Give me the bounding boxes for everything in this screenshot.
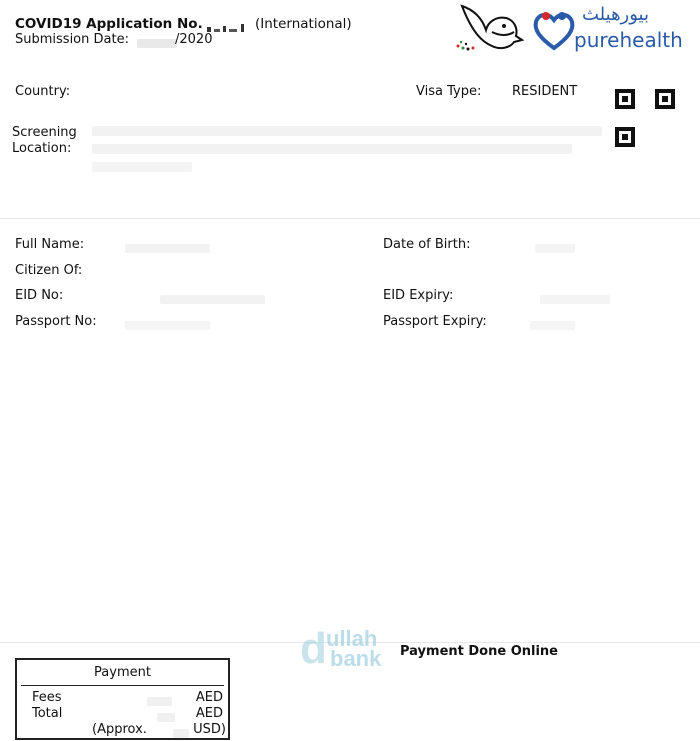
qr-code-icon	[615, 127, 635, 147]
application-type: (International)	[255, 16, 352, 32]
submission-date-redacted	[137, 36, 177, 51]
payment-box	[15, 658, 230, 740]
submission-date-year: /2020	[175, 32, 213, 47]
approx-currency: USD)	[193, 722, 226, 737]
total-amount-redacted	[157, 710, 175, 725]
screening-location-label: Screening Location:	[12, 125, 77, 156]
passport-number-label: Passport No:	[15, 314, 97, 329]
total-label: Total	[32, 706, 63, 721]
eid-number-redacted	[160, 292, 265, 307]
approx-amount-redacted	[173, 726, 189, 741]
watermark-line1: ullah	[326, 626, 378, 651]
watermark-line2: bank	[330, 646, 382, 671]
total-currency: AED	[195, 706, 223, 721]
eid-expiry-redacted	[540, 292, 610, 307]
approx-label: (Approx.	[92, 722, 147, 737]
full-name-redacted	[125, 241, 210, 256]
passport-number-redacted	[125, 318, 210, 333]
redaction-marks	[205, 21, 250, 33]
screening-location-redacted	[92, 126, 602, 172]
qr-code-icon	[615, 89, 635, 109]
application-number-label: COVID19 Application No.	[15, 16, 203, 32]
watermark-letter: d	[300, 624, 327, 673]
passport-expiry-redacted	[530, 318, 575, 333]
payment-title-divider	[21, 685, 224, 686]
full-name-label: Full Name:	[15, 237, 85, 252]
purehealth-heart-icon	[532, 8, 576, 52]
purehealth-arabic: بيورهيلث	[582, 4, 649, 25]
eid-expiry-label: EID Expiry:	[383, 288, 454, 303]
payment-title: Payment	[94, 665, 151, 680]
date-of-birth-label: Date of Birth:	[383, 237, 471, 252]
qr-code-icon	[655, 89, 675, 109]
date-of-birth-redacted	[535, 241, 575, 256]
passport-expiry-label: Passport Expiry:	[383, 314, 487, 329]
visa-type-label: Visa Type:	[416, 84, 482, 99]
fees-currency: AED	[195, 690, 223, 705]
payment-status: Payment Done Online	[400, 644, 558, 659]
visa-type-value: RESIDENT	[512, 84, 578, 99]
section-divider	[0, 218, 700, 219]
eid-number-label: EID No:	[15, 288, 64, 303]
country-label: Country:	[15, 84, 71, 99]
falcon-emblem-icon	[452, 2, 526, 54]
fees-label: Fees	[32, 690, 62, 705]
fees-amount-redacted	[147, 694, 172, 709]
citizen-of-label: Citizen Of:	[15, 263, 83, 278]
submission-date-label: Submission Date:	[15, 32, 129, 47]
purehealth-wordmark: purehealth	[574, 28, 683, 52]
